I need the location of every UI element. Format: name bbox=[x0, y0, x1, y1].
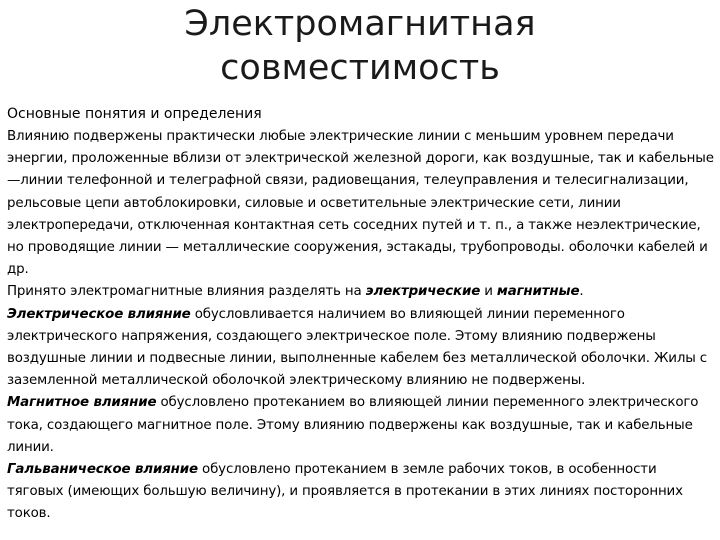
body-text bbox=[7, 126, 715, 526]
term-electric: электрические bbox=[365, 284, 481, 300]
paragraph-magnetic-influence bbox=[7, 392, 715, 459]
slide-title-line-1: Электромагнитная bbox=[184, 4, 536, 44]
paragraph-influence-types-lead: Принято электромагнитные влияния разделять на bbox=[7, 284, 366, 300]
definition-magnetic-influence: обусловлено протеканием во влияющей линии переменного электрического тока, создающего магнитное поле. Этому влиянию подвержены как воздушные, так и кабельные линии. bbox=[7, 395, 699, 455]
paragraph-affected-lines: Влиянию подвержены практически любые электрические линии с меньшим уровнем передачи энергии, проложенные вблизи от электрической железной дороги, как воздушные, так и кабельные—линии телефонной и телеграфной связи, радиовещания, телеуправления и телесигнализации, рельсовые цепи автоблокировки, силовые и осветительные электрические сети, линии электропередачи, отключенная контактная сеть соседних путей и т. п., а также неэлектрические, но проводящие линии — металлические сооружения, эстакады, трубопроводы. оболочки кабелей и др. bbox=[7, 129, 714, 278]
term-galvanic-influence: Гальваническое влияние bbox=[7, 462, 198, 478]
definition-electric-influence: обусловливается наличием во влияющей линии переменного электрического напряжения, создающего электрическое поле. Этому влиянию подвержены воздушные линии и подвесные линии, выполненные кабелем без металлической оболочки. Жилы с заземленной металлической оболочкой электрическому влиянию не подвержены. bbox=[7, 306, 707, 389]
paragraph-influence-types bbox=[7, 281, 715, 303]
slide-title bbox=[0, 2, 720, 90]
paragraph-influence-types-end: . bbox=[579, 284, 584, 300]
section-subtitle: Основные понятия и определения bbox=[7, 106, 262, 122]
term-magnetic-influence: Магнитное влияние bbox=[7, 395, 157, 411]
paragraph-galvanic-influence bbox=[7, 459, 715, 526]
definition-galvanic-influence: обусловлено протеканием в земле рабочих токов, в особенности тяговых (имеющих большую величину), и проявляется в протекании в этих линиях посторонних токов. bbox=[7, 462, 683, 522]
term-electric-influence: Электрическое влияние bbox=[7, 306, 191, 322]
paragraph-influence-types-conj: и bbox=[480, 284, 497, 300]
paragraph-electric-influence bbox=[7, 304, 715, 393]
slide-title-line-2: совместимость bbox=[220, 48, 500, 88]
term-magnetic: магнитные bbox=[496, 284, 580, 300]
